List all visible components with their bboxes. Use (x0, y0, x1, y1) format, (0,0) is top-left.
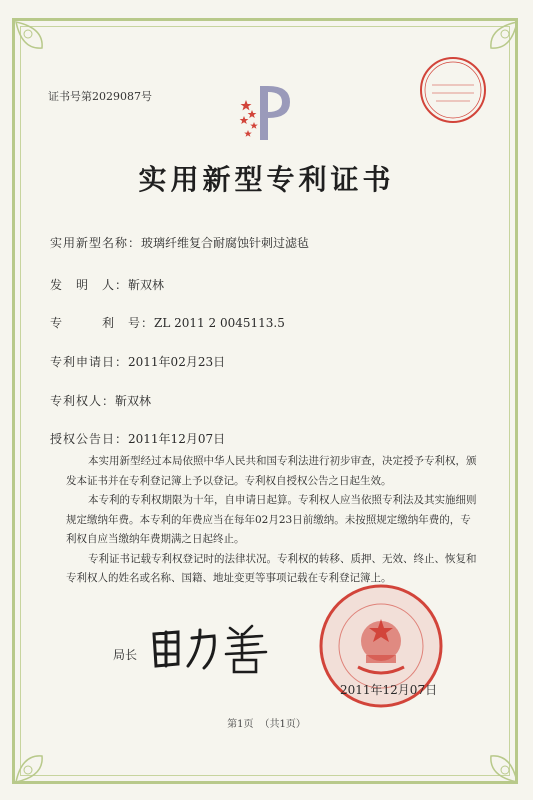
field-inventor (50, 276, 164, 293)
page-footer (0, 715, 533, 730)
field-grant-date (50, 430, 225, 447)
director-signature (148, 620, 278, 676)
field-utility-model-name (50, 234, 309, 251)
body-paragraph: 本专利的专利权期限为十年，自申请日起算。专利权人应当依照专利法及其实施细则规定缴纳年费。本专利的年费应当在每年02月23日前缴纳。未按照规定缴纳年费的，专利权自应当缴纳年费期满之日起终止。 (66, 494, 477, 545)
field-label: 发 明 人： (50, 278, 129, 292)
certificate-number: 证书号第2029087号 (48, 90, 152, 103)
certificate-title: 实用新型专利证书 (138, 163, 395, 196)
body-paragraph: 专利证书记载专利权登记时的法律状况。专利权的转移、质押、无效、终止、恢复和专利权人的姓名或名称、国籍、地址变更等事项记载在专利登记簿上。 (66, 552, 477, 584)
corner-ornament-icon (14, 20, 74, 80)
field-label: 专利权人： (50, 394, 116, 408)
agency-seal-icon (418, 55, 488, 125)
issue-date: 2011年12月07日 (340, 683, 438, 697)
director-label: 局长 (113, 648, 138, 662)
field-label: 专 利 号： (50, 316, 155, 330)
field-value: 2011年12月07日 (128, 432, 226, 446)
field-application-date (50, 353, 225, 370)
field-value: 2011年02月23日 (128, 355, 226, 369)
page-total: （共1页） (259, 719, 306, 730)
field-value: 玻璃纤维复合耐腐蚀针刺过滤毡 (141, 236, 310, 250)
field-label: 实用新型名称： (50, 236, 142, 250)
field-label: 专利申请日： (50, 355, 129, 369)
field-label: 授权公告日： (50, 432, 129, 446)
field-value: 靳双林 (115, 394, 152, 408)
field-value: ZL 2011 2 0045113.5 (154, 316, 285, 330)
corner-ornament-icon (459, 724, 519, 784)
certificate-body (66, 452, 478, 589)
body-paragraph: 本实用新型经过本局依照中华人民共和国专利法进行初步审查，决定授予专利权，颁发本证书并在专利登记簿上予以登记。专利权自授权公告之日起生效。 (66, 455, 477, 487)
patent-office-logo-icon (232, 78, 302, 148)
field-value: 靳双林 (128, 278, 165, 292)
field-patentee (50, 392, 151, 409)
field-patent-number (50, 314, 285, 331)
corner-ornament-icon (14, 724, 74, 784)
page-number: 第1页 (227, 719, 254, 730)
